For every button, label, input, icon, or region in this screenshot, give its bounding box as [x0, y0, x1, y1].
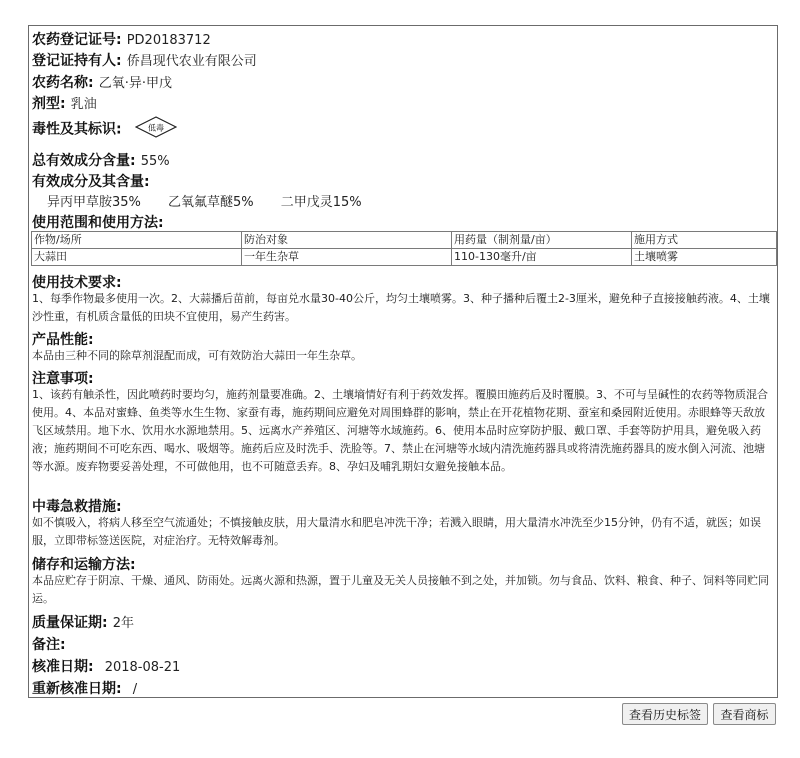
warranty-row: [32, 612, 774, 632]
holder-label: 登记证持有人:: [32, 53, 122, 69]
usage-cell: 大蒜田: [32, 249, 242, 266]
firstaid-label-row: [32, 496, 774, 516]
notes-label: 注意事项:: [32, 371, 94, 387]
warranty-label: 质量保证期:: [32, 615, 108, 631]
ingredients-list: [47, 191, 774, 210]
usage-header-cell: 用药量（制剂量/亩）: [452, 232, 632, 249]
reg-no-label: 农药登记证号:: [32, 32, 122, 48]
usage-header-cell: 作物/场所: [32, 232, 242, 249]
perf-label-row: [32, 329, 774, 349]
form-label: 剂型:: [32, 96, 66, 112]
reg-no-value: PD20183712: [126, 33, 211, 48]
holder-row: [32, 50, 774, 70]
storage-text: 本品应贮存于阴凉、干燥、通风、防雨处。远离火源和热源，置于儿童及无关人员接触不到之处，并加锁。勿与食品、饮料、粮食、种子、饲料等同贮同运。: [32, 574, 769, 605]
storage-label: 储存和运输方法:: [32, 557, 136, 573]
usage-label: 使用范围和使用方法:: [32, 215, 164, 231]
view-history-label-button[interactable]: 查看历史标签: [622, 703, 708, 725]
toxicity-label: 毒性及其标识:: [32, 121, 122, 138]
reapproval-date: /: [132, 682, 138, 697]
ingredients-label: 有效成分及其含量:: [32, 174, 150, 190]
usage-label-row: [32, 212, 774, 232]
toxicity-badge-text: 低毒: [147, 123, 164, 133]
table-row: [32, 249, 777, 266]
usage-header-cell: 施用方式: [632, 232, 777, 249]
name-label: 农药名称:: [32, 75, 94, 91]
holder-value: 侨昌现代农业有限公司: [126, 54, 257, 69]
ingredient-item: 异丙甲草胺35%: [47, 195, 141, 210]
usage-cell: 一年生杂草: [242, 249, 452, 266]
warranty-value: 2年: [112, 616, 134, 631]
name-value: 乙氧·异·甲戊: [98, 76, 172, 91]
storage-label-row: [32, 554, 774, 574]
firstaid-text: 如不慎吸入，将病人移至空气流通处；不慎接触皮肤，用大量清水和肥皂冲洗干净；若溅入眼睛，用大量清水冲洗至少15分钟，仍有不适，就医；如误服，立即带标签送医院，对症治疗。无特效解毒剂。: [32, 516, 761, 547]
registration-panel: [28, 25, 778, 698]
toxicity-row: [32, 116, 774, 142]
remarks-label: 备注:: [32, 637, 66, 653]
usage-cell: 土壤喷雾: [632, 249, 777, 266]
usage-table-header: [32, 232, 777, 249]
name-row: [32, 72, 774, 92]
reapproval-row: [32, 678, 774, 698]
form-value: 乳油: [70, 97, 97, 112]
reapproval-label: 重新核准日期:: [32, 681, 122, 697]
tech-label: 使用技术要求:: [32, 275, 122, 291]
notes-text: 1、该药有触杀性，因此喷药时要均匀，施药剂量要准确。2、土壤墒情好有利于药效发挥。覆膜田施药后及时覆膜。3、不可与呈碱性的农药等物质混合使用。4、本品对蜜蜂、鱼类等水生生物、家蚕有毒，施药期间应避免对周围蜂群的影响，禁止在开花植物花期、蚕室和桑园附近使用。赤眼蜂等天敌放飞区域禁用。地下水、饮用水水源地禁用。5、远离水产养殖区、河塘等水域施药。6、使用本品时应穿防护服、戴口罩、手套等防护用具，避免吸入药液；施药期间不可吃东西、喝水、吸烟等。施药后应及时洗手、洗脸等。7、禁止在河塘等水域内清洗施药器具或将清洗施药器具的废水倒入河流、池塘等水源。废弃物要妥善处理，不可做他用，也不可随意丢弃。8、孕妇及哺乳期妇女避免接触本品。: [32, 388, 768, 473]
tech-label-row: [32, 272, 774, 292]
approval-label: 核准日期:: [32, 659, 94, 675]
total-row: [32, 150, 774, 170]
ingredients-label-row: [32, 171, 774, 191]
approval-date: 2018-08-21: [104, 660, 181, 675]
firstaid-label: 中毒急救措施:: [32, 499, 122, 515]
ingredient-item: 二甲戊灵15%: [280, 195, 362, 210]
remarks-row: [32, 634, 774, 654]
total-value: 55%: [140, 154, 170, 169]
low-toxicity-diamond-icon: [135, 116, 177, 142]
perf-text: 本品由三种不同的除草剂混配而成，可有效防治大蒜田一年生杂草。: [32, 349, 362, 362]
usage-cell: 110-130毫升/亩: [452, 249, 632, 266]
ingredient-item: 乙氧氟草醚5%: [168, 195, 254, 210]
reg-no-row: [32, 29, 774, 49]
perf-label: 产品性能:: [32, 332, 94, 348]
total-label: 总有效成分含量:: [32, 153, 136, 169]
form-row: [32, 93, 774, 113]
usage-header-cell: 防治对象: [242, 232, 452, 249]
notes-label-row: [32, 368, 774, 388]
tech-text: 1、每季作物最多使用一次。2、大蒜播后苗前，每亩兑水量30-40公斤，均匀土壤喷雾。3、种子播种后覆土2-3厘米，避免种子直接接触药液。4、土壤沙性重，有机质含量低的田块不宜使用，易产生药害。: [32, 292, 770, 323]
approval-row: [32, 656, 774, 676]
view-trademark-button[interactable]: 查看商标: [713, 703, 776, 725]
usage-table: [31, 231, 777, 266]
